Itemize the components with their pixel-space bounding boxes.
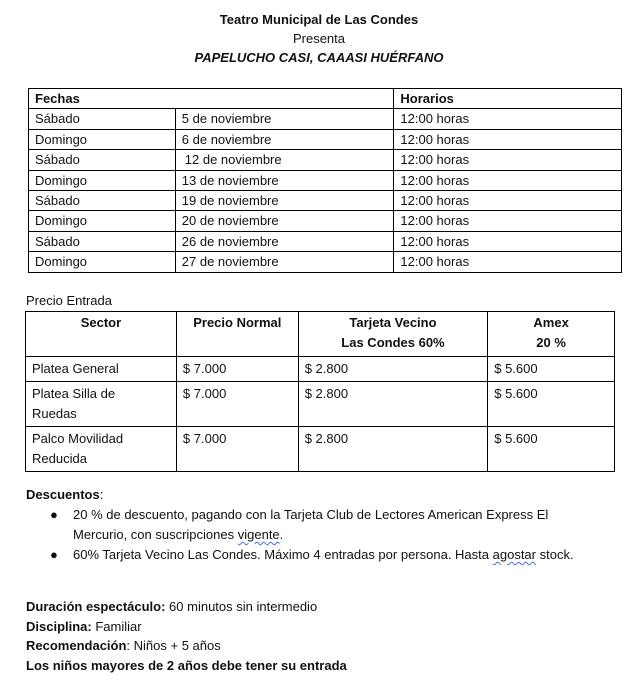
schedule-time: 12:00 horas	[394, 252, 622, 272]
discount-item	[26, 505, 593, 545]
presents-line: Presenta	[292, 31, 346, 46]
schedule-table	[28, 88, 622, 273]
ticket-note-text: Los niños mayores de 2 años debe tener su entrada	[26, 657, 347, 673]
schedule-date: 19 de noviembre	[175, 190, 394, 210]
schedule-row	[29, 190, 622, 210]
price-amex: $ 5.600	[488, 357, 615, 382]
duration-line	[26, 597, 347, 617]
price-vecino: $ 2.800	[298, 382, 488, 427]
discipline-line	[26, 617, 347, 637]
schedule-row	[29, 170, 622, 190]
normal-price-header-label: Precio Normal	[193, 315, 282, 330]
discipline-value: Familiar	[91, 618, 142, 634]
price-normal: $ 7.000	[176, 427, 298, 472]
sector-header	[26, 312, 177, 357]
price-sector: Platea General	[26, 357, 177, 382]
schedule-header-row	[29, 89, 622, 109]
schedule-day: Domingo	[29, 129, 176, 149]
spellcheck-flagged-word[interactable]: vigente	[237, 527, 280, 542]
schedule-time: 12:00 horas	[394, 109, 622, 129]
schedule-day: Sábado	[29, 190, 176, 210]
discount-text-end: .	[279, 527, 284, 542]
discounts-title-colon: :	[99, 487, 104, 502]
schedule-date: 27 de noviembre	[175, 252, 394, 272]
schedule-date: 5 de noviembre	[175, 109, 394, 129]
document-header	[0, 10, 638, 67]
price-section-label: Precio Entrada	[26, 293, 112, 308]
price-header-row	[26, 312, 615, 357]
normal-price-header	[176, 312, 298, 357]
times-header: Horarios	[394, 89, 622, 109]
schedule-time: 12:00 horas	[394, 129, 622, 149]
price-sector	[26, 427, 177, 472]
duration-value: 60 minutos sin intermedio	[165, 599, 318, 614]
schedule-row	[29, 150, 622, 170]
duration-label: Duración espectáculo:	[26, 599, 166, 614]
schedule-time: 12:00 horas	[394, 211, 622, 231]
price-row	[26, 382, 615, 427]
price-sector-text: Platea Silla de Ruedas	[32, 386, 116, 421]
price-normal: $ 7.000	[176, 382, 298, 427]
schedule-time: 12:00 horas	[394, 231, 622, 251]
schedule-day: Domingo	[29, 170, 176, 190]
show-title: PAPELUCHO CASI, CAAASI HUÉRFANO	[194, 50, 444, 65]
price-table	[25, 311, 615, 472]
vecino-header	[298, 312, 488, 357]
vecino-header-line2: Las Condes 60%	[341, 335, 445, 350]
discounts-heading	[26, 485, 606, 505]
schedule-day: Sábado	[29, 231, 176, 251]
schedule-date: 13 de noviembre	[175, 170, 394, 190]
price-normal: $ 7.000	[176, 357, 298, 382]
bullet-icon: ●	[50, 547, 58, 562]
schedule-date: 6 de noviembre	[175, 129, 394, 149]
schedule-row	[29, 252, 622, 272]
amex-header-line1: Amex	[533, 315, 569, 330]
schedule-date: 20 de noviembre	[175, 211, 394, 231]
discount-text-end: stock.	[536, 547, 574, 562]
schedule-date: 26 de noviembre	[175, 231, 394, 251]
discount-text: 60% Tarjeta Vecino Las Condes. Máximo 4 entradas por persona. Hasta	[73, 547, 493, 562]
recommendation-label: Recomendación	[26, 638, 127, 653]
recommendation-value: : Niños + 5 años	[126, 638, 221, 653]
discounts-list	[26, 505, 606, 565]
bullet-icon: ●	[50, 507, 58, 522]
discounts-section	[26, 485, 606, 565]
discounts-title: Descuentos	[26, 487, 100, 502]
schedule-time: 12:00 horas	[394, 170, 622, 190]
sector-header-label: Sector	[80, 315, 122, 330]
discipline-label: Disciplina:	[26, 618, 92, 634]
discount-item	[26, 545, 593, 565]
schedule-row	[29, 211, 622, 231]
schedule-row	[29, 129, 622, 149]
schedule-row	[29, 231, 622, 251]
schedule-time: 12:00 horas	[394, 190, 622, 210]
recommendation-line	[26, 636, 347, 656]
schedule-day: Domingo	[29, 211, 176, 231]
price-row	[26, 427, 615, 472]
amex-header	[488, 312, 615, 357]
discount-text: 20 % de descuento, pagando con la Tarjeta Club de Lectores American Express El Mercurio, con suscripciones	[73, 507, 549, 542]
schedule-day: Domingo	[29, 252, 176, 272]
amex-header-line2: 20 %	[536, 335, 566, 350]
dates-header: Fechas	[29, 89, 394, 109]
show-info	[26, 597, 347, 675]
schedule-day: Sábado	[29, 150, 176, 170]
spellcheck-flagged-word[interactable]: agostar	[492, 547, 536, 562]
price-sector	[26, 382, 177, 427]
price-amex: $ 5.600	[488, 382, 615, 427]
schedule-row	[29, 109, 622, 129]
price-sector-text: Palco Movilidad Reducida	[32, 431, 124, 466]
schedule-day: Sábado	[29, 109, 176, 129]
venue-title: Teatro Municipal de Las Condes	[219, 12, 419, 27]
price-row	[26, 357, 615, 382]
schedule-date: 12 de noviembre	[175, 150, 394, 170]
vecino-header-line1: Tarjeta Vecino	[349, 315, 437, 330]
price-vecino: $ 2.800	[298, 427, 488, 472]
price-vecino: $ 2.800	[298, 357, 488, 382]
ticket-note	[26, 656, 347, 676]
price-amex: $ 5.600	[488, 427, 615, 472]
schedule-time: 12:00 horas	[394, 150, 622, 170]
